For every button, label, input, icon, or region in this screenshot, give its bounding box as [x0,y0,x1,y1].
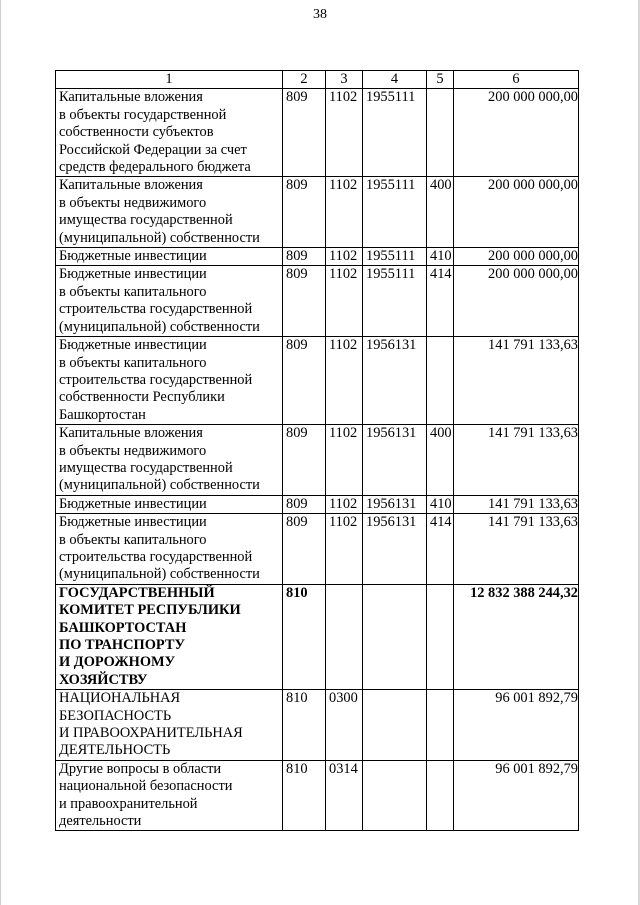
row-name-line: Бюджетные инвестиции [59,266,207,283]
table-row [56,690,579,761]
target-article-cell: 1955111 [363,177,427,248]
row-name-cell [56,495,283,513]
row-name-line: имущества государственной [59,459,233,476]
expense-type-cell [427,89,454,177]
row-name-line: КОМИТЕТ РЕСПУБЛИКИ [59,602,241,619]
table-row [56,760,579,831]
row-name-cell [56,760,283,831]
amount-cell: 200 000 000,00 [454,177,579,248]
row-name-line: имущества государственной [59,212,233,229]
row-name-line: (муниципальной) собственности [59,318,260,335]
row-name-cell [56,337,283,425]
row-name-line: национальной безопасности [59,778,233,795]
row-name-line: И ПРАВООХРАНИТЕЛЬНАЯ [59,725,243,742]
row-name-line: ПО ТРАНСПОРТУ [59,637,186,653]
table-body [56,89,579,831]
row-name-line: Российской Федерации за счет [59,141,247,158]
ministry-code-cell: 809 [283,425,326,496]
expense-type-cell: 400 [427,177,454,248]
row-name-line: строительства государственной [59,548,253,565]
expense-type-cell: 414 [427,266,454,337]
table-row [56,337,579,425]
page-number: 38 [313,7,327,22]
ministry-code-cell: 809 [283,248,326,266]
row-name-line: Другие вопросы в области [59,760,222,777]
scan-edge-left [0,0,1,905]
row-name-line: средств федерального бюджета [59,159,251,176]
row-name-line: (муниципальной) собственности [59,229,260,246]
section-code-cell: 1102 [326,89,363,177]
section-code-cell: 1102 [326,514,363,585]
row-name-line: Бюджетные инвестиции [59,495,207,512]
table-row [56,514,579,585]
target-article-cell: 1955111 [363,248,427,266]
ministry-code-cell: 810 [283,760,326,831]
table-row [56,584,579,689]
row-name-line: Капитальные вложения [59,177,203,194]
section-code-cell: 1102 [326,495,363,513]
table-row [56,248,579,266]
row-name-line: Капитальные вложения [59,89,203,106]
row-name-line: НАЦИОНАЛЬНАЯ [59,690,181,707]
section-code-cell: 1102 [326,248,363,266]
row-name-line: собственности Республики [59,389,225,406]
row-name-line: БАШКОРТОСТАН [59,619,187,636]
ministry-code-cell: 809 [283,337,326,425]
amount-cell: 141 791 133,63 [454,425,579,496]
amount-cell: 141 791 133,63 [454,495,579,513]
row-name-line: деятельности [59,813,142,830]
amount-cell: 96 001 892,79 [454,690,579,761]
target-article-cell: 1956131 [363,514,427,585]
table-row [56,495,579,513]
section-code-cell: 1102 [326,266,363,337]
col-header-6: 6 [454,71,579,89]
row-name-line: в объекты недвижимого [59,442,207,459]
header-row [56,71,579,89]
table-row [56,89,579,177]
row-name-line: собственности субъектов [59,124,214,141]
row-name-line: Бюджетные инвестиции [59,337,207,354]
row-name-cell [56,425,283,496]
row-name-line: ГОСУДАРСТВЕННЫЙ [59,584,215,601]
row-name-line: и правоохранительной [59,795,198,812]
target-article-cell: 1956131 [363,425,427,496]
target-article-cell: 1956131 [363,337,427,425]
row-name-cell [56,248,283,266]
section-code-cell: 1102 [326,425,363,496]
ministry-code-cell: 809 [283,177,326,248]
amount-cell: 141 791 133,63 [454,337,579,425]
ministry-code-cell: 809 [283,514,326,585]
ministry-code-cell: 810 [283,690,326,761]
expense-type-cell [427,690,454,761]
expense-type-cell: 400 [427,425,454,496]
row-name-line: в объекты капитального [59,283,207,300]
row-name-line: строительства государственной [59,371,253,388]
target-article-cell: 1955111 [363,89,427,177]
row-name-line: Башкортостан [59,406,146,423]
section-code-cell: 1102 [326,177,363,248]
ministry-code-cell: 809 [283,495,326,513]
col-header-4: 4 [363,71,427,89]
row-name-cell [56,177,283,248]
row-name-cell [56,584,283,689]
col-header-2: 2 [283,71,326,89]
col-header-3: 3 [326,71,363,89]
target-article-cell [363,760,427,831]
expense-type-cell [427,760,454,831]
row-name-line: БЕЗОПАСНОСТЬ [59,707,172,724]
row-name-cell [56,266,283,337]
expense-type-cell: 414 [427,514,454,585]
target-article-cell: 1956131 [363,495,427,513]
ministry-code-cell: 809 [283,266,326,337]
row-name-line: ХОЗЯЙСТВУ [59,671,148,688]
amount-cell: 96 001 892,79 [454,760,579,831]
table-row [56,266,579,337]
section-code-cell: 0300 [326,690,363,761]
row-name-line: строительства государственной [59,301,253,318]
amount-cell: 200 000 000,00 [454,89,579,177]
row-name-line: в объекты недвижимого [59,194,207,211]
budget-table [55,70,579,831]
row-name-line: (муниципальной) собственности [59,477,260,494]
table-row [56,177,579,248]
row-name-cell [56,514,283,585]
row-name-line: Бюджетные инвестиции [59,248,207,265]
row-name-line: в объекты капитального [59,354,207,371]
row-name-line: Бюджетные инвестиции [59,514,207,531]
row-name-line: ДЕЯТЕЛЬНОСТЬ [59,742,171,759]
target-article-cell [363,584,427,689]
expense-type-cell [427,584,454,689]
amount-cell: 141 791 133,63 [454,514,579,585]
row-name-cell [56,690,283,761]
table-row [56,425,579,496]
row-name-line: в объекты государственной [59,106,227,123]
ministry-code-cell: 809 [283,89,326,177]
col-header-5: 5 [427,71,454,89]
expense-type-cell: 410 [427,248,454,266]
row-name-cell [56,89,283,177]
row-name-line: в объекты капитального [59,531,207,548]
section-code-cell: 1102 [326,337,363,425]
row-name-line: И ДОРОЖНОМУ [59,654,176,671]
target-article-cell [363,690,427,761]
row-name-line: (муниципальной) собственности [59,566,260,583]
expense-type-cell [427,337,454,425]
section-code-cell: 0314 [326,760,363,831]
amount-cell: 200 000 000,00 [454,266,579,337]
expense-type-cell: 410 [427,495,454,513]
col-header-1: 1 [56,71,283,89]
ministry-code-cell: 810 [283,584,326,689]
target-article-cell: 1955111 [363,266,427,337]
amount-cell: 12 832 388 244,32 [454,584,579,689]
row-name-line: Капитальные вложения [59,425,203,442]
section-code-cell [326,584,363,689]
amount-cell: 200 000 000,00 [454,248,579,266]
